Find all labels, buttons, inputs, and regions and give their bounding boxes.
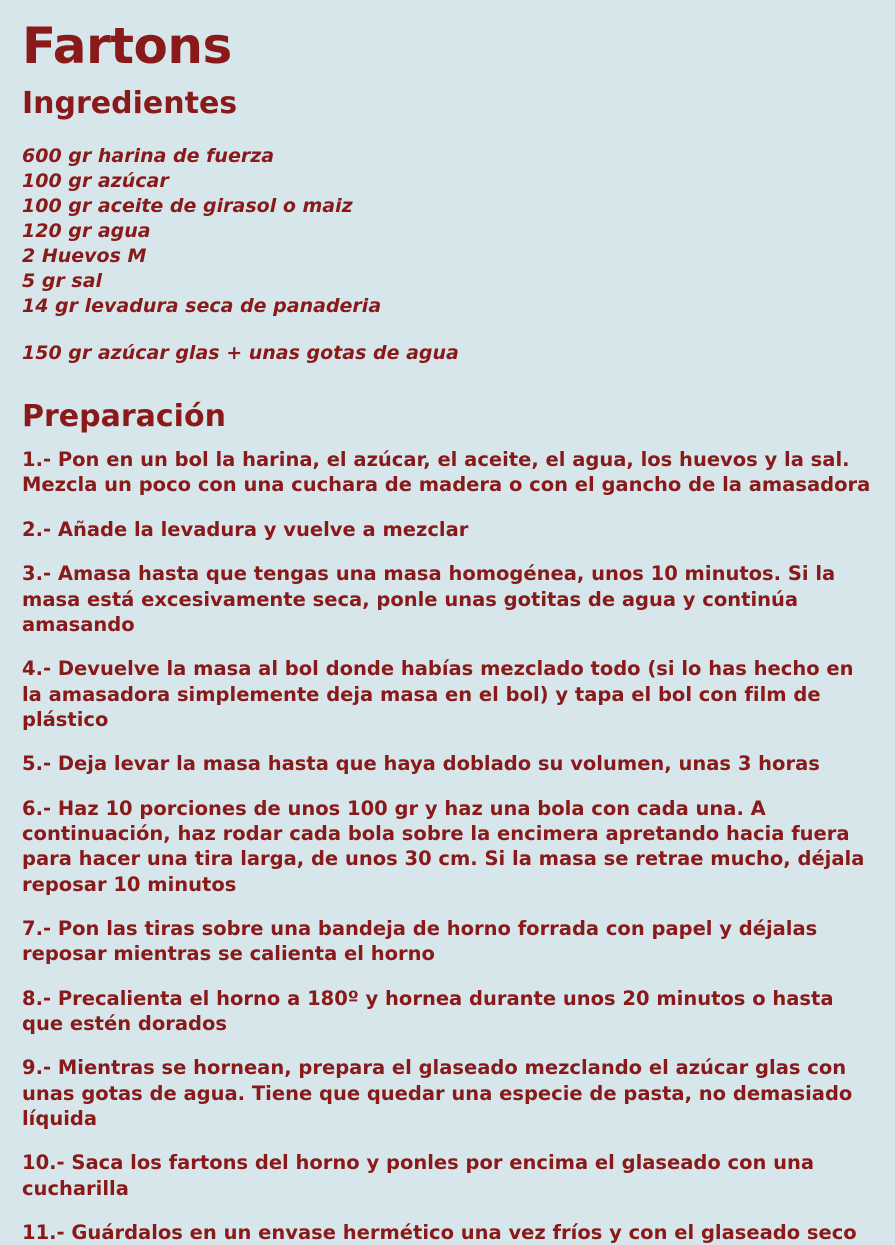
page-title: Fartons: [22, 17, 232, 75]
list-item: 100 gr aceite de girasol o maiz: [22, 194, 353, 217]
list-item: 7.- Pon las tiras sobre una bandeja de horno forrada con papel y déjalas reposar mientras se calienta el horno: [22, 916, 818, 966]
list-item: 3.- Amasa hasta que tengas una masa homogénea, unos 10 minutos. Si la masa está excesivamente seca, ponle unas gotitas de agua y continúa amasando: [22, 562, 836, 636]
ingredients-list: [22, 144, 873, 367]
preparation-steps: [22, 447, 873, 1245]
list-item: 11.- Guárdalos en un envase hermético una vez fríos y con el glaseado seco: [22, 1221, 857, 1245]
list-item: 2.- Añade la levadura y vuelve a mezclar: [22, 517, 469, 541]
list-item: 120 gr agua: [22, 219, 151, 242]
list-item: 1.- Pon en un bol la harina, el azúcar, el aceite, el agua, los huevos y la sal. Mezcla un poco con una cuchara de madera o con el gancho de la amasadora: [22, 448, 871, 497]
ingredients-heading: Ingredientes: [22, 85, 238, 121]
list-item: 100 gr azúcar: [22, 169, 169, 192]
list-item: 2 Huevos M: [22, 244, 147, 267]
list-item: 150 gr azúcar glas + unas gotas de agua: [22, 342, 459, 365]
list-item: 10.- Saca los fartons del horno y ponles por encima el glaseado con una cucharilla: [22, 1151, 815, 1200]
list-item: 4.- Devuelve la masa al bol donde habías mezclado todo (si lo has hecho en la amasadora simplemente deja masa en el bol) y tapa el bol con film de plástico: [22, 657, 854, 731]
preparation-heading: Preparación: [22, 399, 226, 435]
list-item: 14 gr levadura seca de panaderia: [22, 294, 382, 317]
list-item: 600 gr harina de fuerza: [22, 144, 275, 167]
list-item: 9.- Mientras se hornean, prepara el glaseado mezclando el azúcar glas con unas gotas de agua. Tiene que quedar una especie de pasta, no demasiado líquida: [22, 1056, 853, 1130]
list-item: 6.- Haz 10 porciones de unos 100 gr y haz una bola con cada una. A continuación, haz rodar cada bola sobre la encimera apretando hacia fuera para hacer una tira larga, de unos 30 cm. Si la masa se retrae mucho, déjala reposar 10 minutos: [22, 796, 865, 896]
list-item: 5.- Deja levar la masa hasta que haya doblado su volumen, unas 3 horas: [22, 752, 820, 776]
list-item: 5 gr sal: [22, 269, 103, 292]
list-item: 8.- Precalienta el horno a 180º y hornea durante unos 20 minutos o hasta que estén dorados: [22, 986, 834, 1035]
